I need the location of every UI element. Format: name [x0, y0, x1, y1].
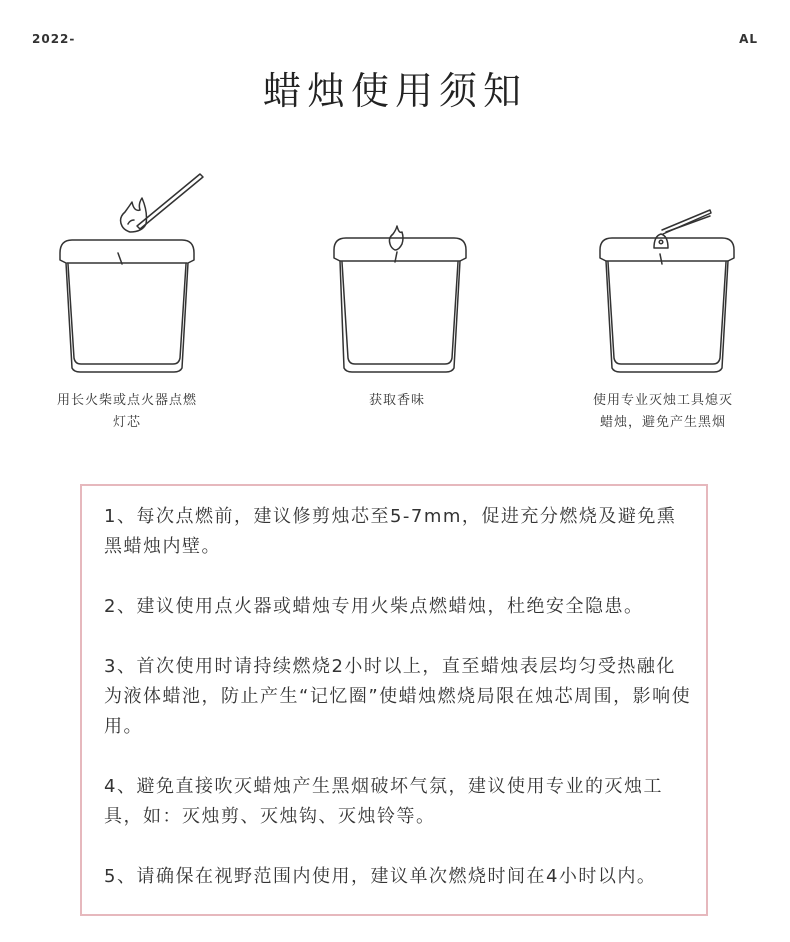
notice-item: 2、建议使用点火器或蜡烛专用火柴点燃蜡烛，杜绝安全隐患。 — [104, 596, 644, 617]
step-caption-scent: 获取香味 — [368, 393, 425, 408]
step-caption-light: 用长火柴或点火器点燃灯芯 — [56, 393, 197, 430]
notice-item: 5、请确保在视野范围内使用，建议单次燃烧时间在4小时以内。 — [104, 866, 657, 887]
step-caption-snuff: 使用专业灭烛工具熄灭蜡烛，避免产生黑烟 — [592, 393, 733, 430]
page-title: 蜡烛使用须知 — [262, 69, 527, 113]
burning-candle-icon — [300, 168, 500, 378]
match-lighting-candle-icon — [30, 168, 230, 378]
notice-item: 4、避免直接吹灭蜡烛产生黑烟破坏气氛，建议使用专业的灭烛工具，如：灭烛剪、灭烛钩、灭烛铃等。 — [104, 776, 663, 827]
notice-item: 3、首次使用时请持续燃烧2小时以上，直至蜡烛表层均匀受热融化为液体蜡池，防止产生“记忆圈”使蜡烛燃烧局限在烛芯周围，影响使用。 — [104, 656, 692, 737]
brand-label: AL — [739, 32, 758, 46]
notice-box — [80, 484, 708, 916]
year-label: 2022- — [32, 32, 76, 46]
candle-snuffer-icon — [570, 168, 770, 378]
notice-item: 1、每次点燃前，建议修剪烛芯至5-7mm，促进充分燃烧及避免熏黑蜡烛内壁。 — [104, 506, 677, 557]
